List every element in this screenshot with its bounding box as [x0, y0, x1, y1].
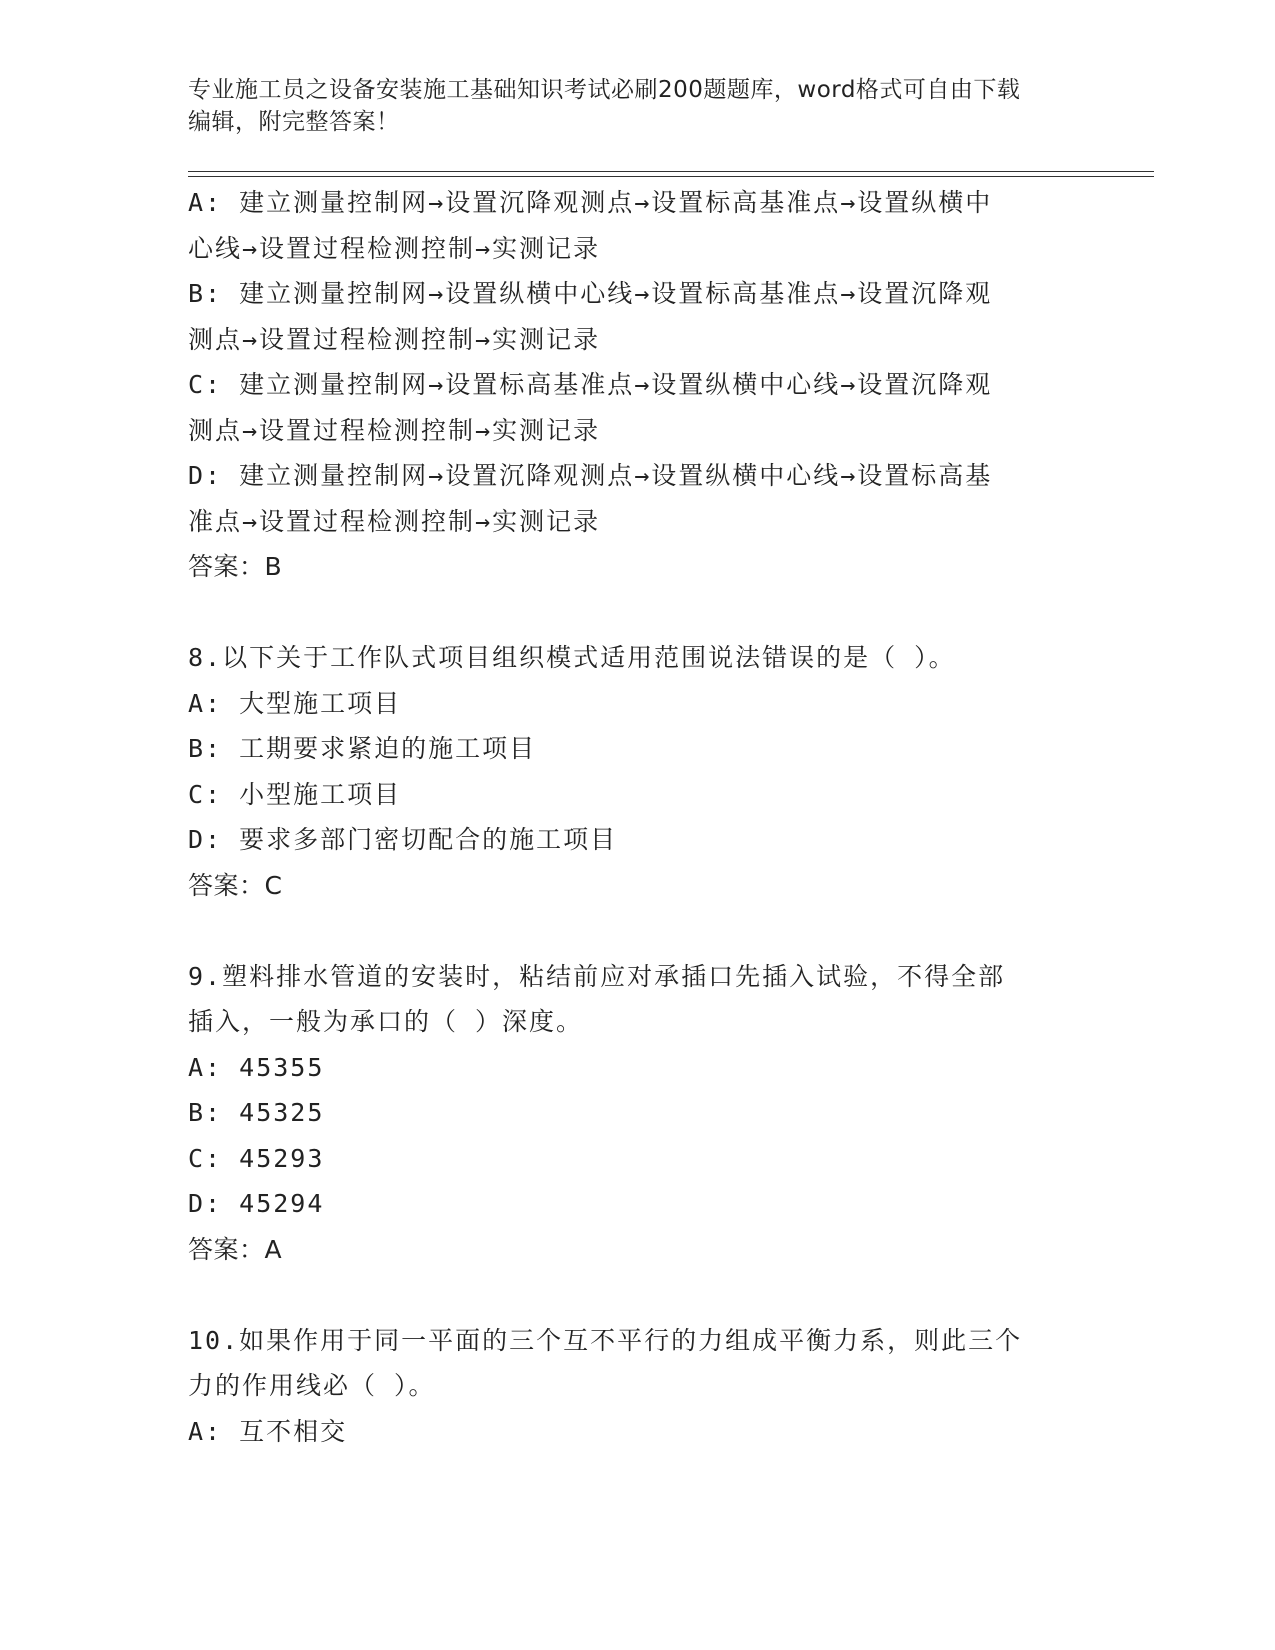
question-spacer: [188, 908, 1088, 954]
q7-answer: 答案：B: [188, 552, 283, 581]
header-divider-top: [188, 171, 1154, 172]
q9-option-c: C: 45293: [188, 1143, 325, 1173]
q7-option-d-line-2: 准点→设置过程检测控制→实测记录: [188, 506, 601, 536]
header-title-line-1: 专业施工员之设备安装施工基础知识考试必刷200题题库，word格式可自由下载: [188, 77, 1021, 103]
q7-option-a-line-2: 心线→设置过程检测控制→实测记录: [188, 233, 601, 263]
question-spacer: [188, 1272, 1088, 1318]
q10-option-a: A: 互不相交: [188, 1416, 348, 1446]
question-spacer: [188, 590, 1088, 636]
q8-question-text: 8.以下关于工作队式项目组织模式适用范围说法错误的是（ ）。: [188, 643, 956, 672]
q7-option-b-line-1: B: 建立测量控制网→设置纵横中心线→设置标高基准点→设置沉降观: [188, 279, 993, 308]
q8-option-c: C: 小型施工项目: [188, 779, 402, 809]
header-title-line-2: 编辑，附完整答案！: [188, 109, 400, 135]
q8-option-a: A: 大型施工项目: [188, 688, 402, 718]
q10-question-text-line-2: 力的作用线必（ ）。: [188, 1371, 436, 1400]
question-list: [188, 180, 1088, 1454]
question-10: [188, 1318, 1088, 1455]
document-header: [188, 74, 1068, 138]
q9-option-d: D: 45294: [188, 1189, 325, 1218]
q8-answer: 答案：C: [188, 870, 283, 900]
question-9: [188, 954, 1088, 1273]
q9-answer: 答案：A: [188, 1234, 283, 1264]
q8-option-d: D: 要求多部门密切配合的施工项目: [188, 825, 618, 854]
q9-question-text-line-1: 9.塑料排水管道的安装时，粘结前应对承插口先插入试验，不得全部: [188, 961, 1006, 991]
q9-question-text-line-2: 插入，一般为承口的（ ）深度。: [188, 1007, 584, 1036]
q7-option-c-line-2: 测点→设置过程检测控制→实测记录: [188, 415, 601, 445]
q7-option-d-line-1: D: 建立测量控制网→设置沉降观测点→设置纵横中心线→设置标高基: [188, 461, 993, 490]
q7-option-a-line-1: A: 建立测量控制网→设置沉降观测点→设置标高基准点→设置纵横中: [188, 188, 993, 217]
header-divider-bottom: [188, 176, 1154, 177]
q7-option-c-line-1: C: 建立测量控制网→设置标高基准点→设置纵横中心线→设置沉降观: [188, 370, 993, 399]
q10-question-text-line-1: 10.如果作用于同一平面的三个互不平行的力组成平衡力系，则此三个: [188, 1325, 1023, 1355]
q9-option-b: B: 45325: [188, 1098, 325, 1127]
q9-option-a: A: 45355: [188, 1052, 325, 1082]
question-7: [188, 180, 1088, 590]
question-8: [188, 635, 1088, 908]
q7-option-b-line-2: 测点→设置过程检测控制→实测记录: [188, 324, 601, 354]
q8-option-b: B: 工期要求紧迫的施工项目: [188, 734, 537, 763]
